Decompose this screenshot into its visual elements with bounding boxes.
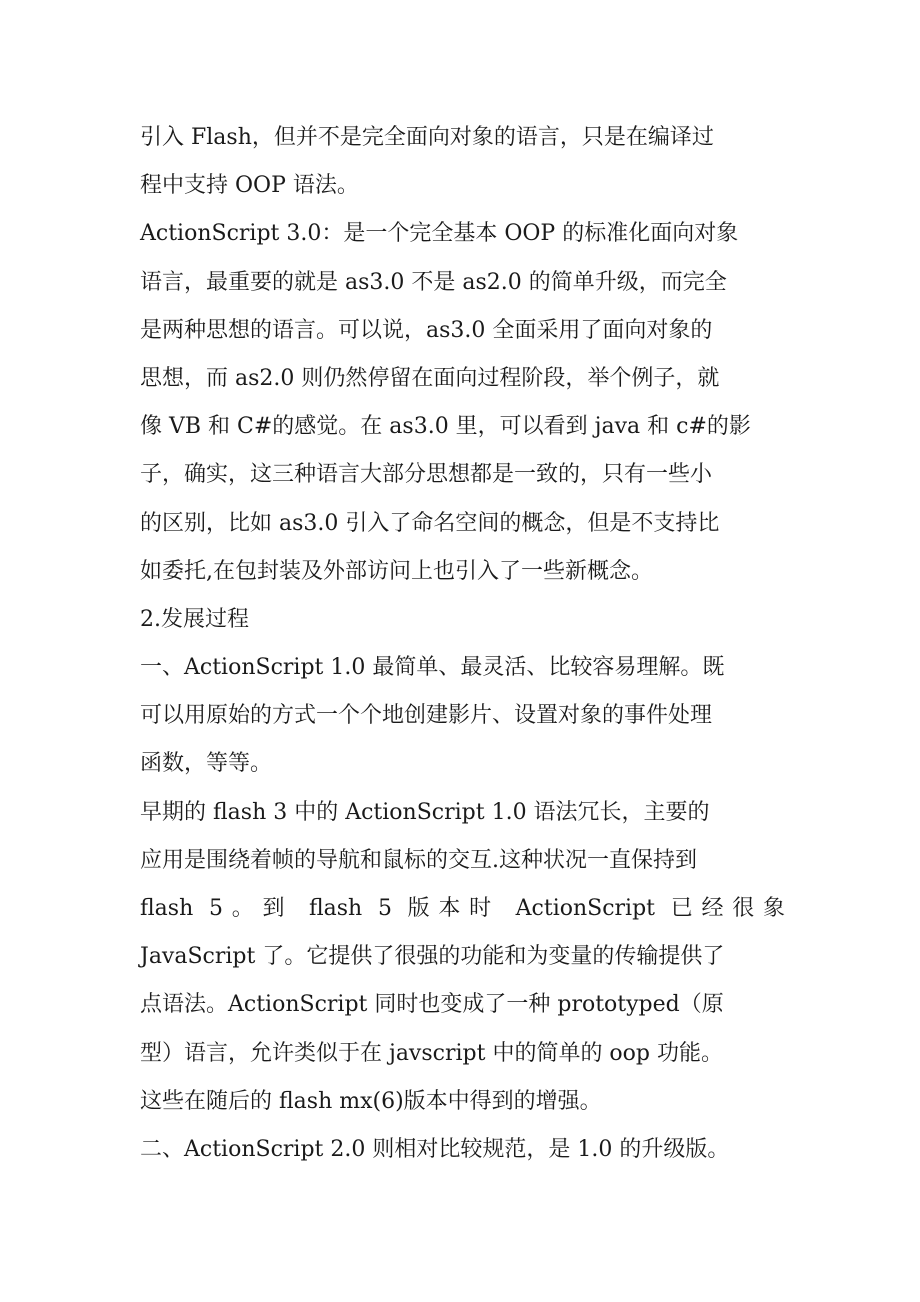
text-line: 像 VB 和 C#的感觉。在 as3.0 里，可以看到 java 和 c#的影 xyxy=(140,414,751,440)
text-line: 型）语言，允许类似于在 javscript 中的简单的 oop 功能。 xyxy=(140,1040,724,1066)
text-line: 可以用原始的方式一个个地创建影片、设置对象的事件处理 xyxy=(140,703,713,729)
body-text xyxy=(140,114,785,1174)
text-line: flash 5。到 flash 5 版本时 ActionScript 已经很象 xyxy=(140,896,785,921)
text-line: 早期的 flash 3 中的 ActionScript 1.0 语法冗长，主要的 xyxy=(140,799,710,825)
text-line: 思想，而 as2.0 则仍然停留在面向过程阶段，举个例子，就 xyxy=(140,365,720,391)
text-line: 程中支持 OOP 语法。 xyxy=(140,173,359,199)
text-line: 引入 Flash，但并不是完全面向对象的语言，只是在编译过 xyxy=(140,125,714,150)
text-line: JavaScript 了。它提供了很强的功能和为变量的传输提供了 xyxy=(140,944,725,970)
section-heading: 2.发展过程 xyxy=(140,606,249,632)
text-line: 点语法。ActionScript 同时也变成了一种 prototyped（原 xyxy=(140,992,724,1018)
text-line: 这些在随后的 flash mx(6)版本中得到的增强。 xyxy=(140,1088,602,1114)
text-line: 函数，等等。 xyxy=(140,751,273,777)
text-line: ActionScript 3.0：是一个完全基本 OOP 的标准化面向对象 xyxy=(140,221,739,247)
text-line: 如委托,在包封装及外部访问上也引入了一些新概念。 xyxy=(140,558,653,584)
text-line: 是两种思想的语言。可以说，as3.0 全面采用了面向对象的 xyxy=(140,317,713,343)
text-line: 的区别，比如 as3.0 引入了命名空间的概念，但是不支持比 xyxy=(140,510,720,536)
text-line: 应用是围绕着帧的导航和鼠标的交互.这种状况一直保持到 xyxy=(140,847,697,873)
text-line: 二、ActionScript 2.0 则相对比较规范，是 1.0 的升级版。 xyxy=(140,1136,730,1162)
text-line: 子，确实，这三种语言大部分思想都是一致的，只有一些小 xyxy=(140,462,713,488)
text-line: 语言，最重要的就是 as3.0 不是 as2.0 的简单升级，而完全 xyxy=(140,269,727,295)
text-line: 一、ActionScript 1.0 最简单、最灵活、比较容易理解。既 xyxy=(140,655,725,681)
